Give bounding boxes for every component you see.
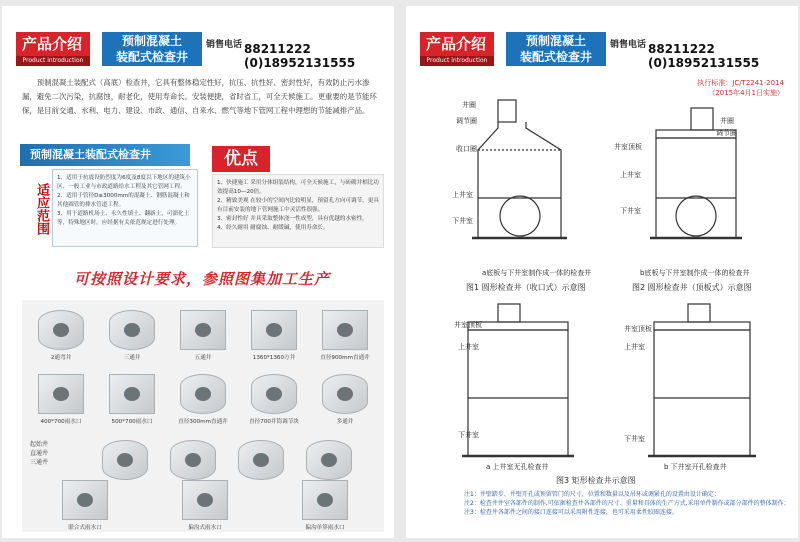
scope-label: 适应范围 bbox=[34, 183, 49, 235]
product-hole bbox=[185, 453, 201, 467]
product-hole bbox=[317, 493, 333, 507]
product-title-line2: 装配式检查井 bbox=[115, 50, 188, 64]
product-caption: 400*700雨水口 bbox=[40, 419, 82, 425]
tel-number: 88211222 (0)18952131555 bbox=[244, 42, 356, 70]
product-tile bbox=[312, 306, 378, 366]
product-image bbox=[102, 440, 148, 480]
header-right bbox=[406, 32, 798, 72]
scope-item: 2、适用于管径D≤3000mm的混凝土、钢筋混凝土和其他圆管的排水管道工程。 bbox=[57, 193, 190, 208]
product-image bbox=[109, 310, 155, 350]
product-hole bbox=[77, 493, 93, 507]
product-tile bbox=[170, 306, 236, 366]
product-hole bbox=[321, 453, 337, 467]
fig3a-label-0: 井室顶板 bbox=[454, 321, 482, 329]
product-tile bbox=[28, 370, 94, 430]
product-tile bbox=[52, 476, 118, 536]
product-image bbox=[38, 310, 84, 350]
product-tile bbox=[292, 476, 358, 536]
advantages-list bbox=[212, 174, 384, 248]
fig3b-caption: b 下井室开孔检查井 bbox=[664, 463, 727, 471]
logo-text: 产品介绍 bbox=[426, 35, 487, 53]
scope-list bbox=[52, 169, 198, 247]
product-image bbox=[180, 374, 226, 414]
product-image bbox=[180, 310, 226, 350]
fig2-label-2: 井室顶板 bbox=[614, 143, 642, 151]
note-item: 注2：检查井井室各部件的制作,可依据检查井各部件的尺寸、重量和具体的生产方式,采用单件制作或部分部件的整体制作； bbox=[464, 500, 790, 507]
product-tile bbox=[172, 476, 238, 536]
product-hole bbox=[53, 323, 69, 337]
product-tile bbox=[241, 306, 307, 366]
left-page bbox=[2, 6, 394, 538]
product-tile bbox=[99, 370, 165, 430]
intro-paragraph: 预制混凝土装配式（高底）检查井，它具有整体稳定性好，抗压、抗性好、密封性好，有效防止污水渗漏，避免二次污染，抗腐蚀，耐老化，使用寿命长。安装便捷，省时省工，可全天候施工。更重要的是节能环保，是目前交通、水利、电力、建设、市政、通信、自来水、燃气等地下管网工程中理想的节能减排产品。 bbox=[22, 78, 377, 115]
product-title-line1: 预制混凝土 bbox=[525, 34, 586, 48]
scope-item: 1、适用于抗震设防烈度为6度及8度以下地区的建筑小区、一般工业与市政道路给水工程及其它管网工程。 bbox=[57, 175, 191, 190]
note-item: 注3：检查井各部件之间的接口连接可以采用附性连接，也可采用柔性胶圈连接。 bbox=[464, 509, 678, 516]
product-image bbox=[62, 480, 108, 520]
fig1-label-0: 井圈 bbox=[462, 101, 476, 109]
product-hole bbox=[117, 453, 133, 467]
standard-date: （2015年4月1日实施） bbox=[708, 89, 784, 97]
product-title bbox=[506, 32, 606, 66]
product-image bbox=[170, 440, 216, 480]
product-image bbox=[322, 310, 368, 350]
product-hole bbox=[337, 323, 353, 337]
fig2-title: 图2 圆形检查井（顶板式）示意图 bbox=[632, 283, 752, 292]
product-image bbox=[251, 310, 297, 350]
note-item: 注1：井壁踏步、井壁开孔或预留管门的尺寸，位置和数量以及吊环或调紧孔的设置由设计确定； bbox=[464, 491, 720, 498]
fig3b-label-0: 井室顶板 bbox=[624, 325, 652, 333]
fig3b-drawing bbox=[648, 304, 756, 456]
header bbox=[2, 32, 394, 72]
fig1-label-1: 调节圈 bbox=[456, 117, 477, 125]
fig1-label-4: 下井室 bbox=[452, 217, 473, 225]
product-hole bbox=[337, 387, 353, 401]
fig1-title: 图1 圆形检查井（收口式）示意图 bbox=[466, 283, 586, 292]
product-caption: 直径700井筒调节块 bbox=[249, 419, 299, 425]
product-caption: 五通井 bbox=[194, 355, 212, 361]
product-title-line1: 预制混凝土 bbox=[121, 34, 182, 48]
product-caption: 多通井 bbox=[336, 419, 354, 425]
product-image bbox=[238, 440, 284, 480]
product-caption: 偏沟式雨水口 bbox=[188, 525, 222, 531]
small-legend: 起始井 直通井 三通井 bbox=[30, 441, 49, 466]
logo bbox=[16, 32, 90, 66]
fig1a-caption: a底板与下井室制作成一体的检查井 bbox=[482, 269, 592, 277]
product-image bbox=[109, 374, 155, 414]
product-tile bbox=[170, 370, 236, 430]
product-image bbox=[182, 480, 228, 520]
product-caption: 1360*1360方井 bbox=[252, 355, 296, 361]
fig3a-label-1: 上井室 bbox=[458, 343, 479, 351]
fig1b-caption: b底板与下井室制作成一体的检查井 bbox=[640, 269, 750, 277]
product-hole bbox=[195, 387, 211, 401]
advantages-title: 优点 bbox=[212, 146, 270, 172]
product-tile bbox=[99, 306, 165, 366]
standard-code: 执行标准：JC/T2241-2014 bbox=[697, 79, 784, 87]
product-image bbox=[306, 440, 352, 480]
product-caption: 偏沟单箅雨水口 bbox=[305, 525, 345, 531]
advantage-item: 3、密封性好 并具采取整体浇一性成型，具有优越的水密性。 bbox=[217, 216, 368, 222]
product-image bbox=[38, 374, 84, 414]
tel-label: 销售电话 bbox=[206, 40, 243, 50]
product-tile bbox=[312, 370, 378, 430]
fig2-label-4: 下井室 bbox=[620, 207, 641, 215]
notes bbox=[464, 490, 794, 517]
fig2-label-3: 上井室 bbox=[620, 171, 641, 179]
scope-item: 3、用于道路机场土、永久性填土、翻新土，可溜化土等，特殊地区时，应经据有关依范规定进行处理。 bbox=[57, 211, 190, 226]
fig2-label-0: 井圈 bbox=[720, 117, 734, 125]
product-image bbox=[251, 374, 297, 414]
logo-text: 产品介绍 bbox=[22, 35, 83, 53]
advantage-item: 4、经久耐用 耐腐蚀、耐缓碱，使用寿命长。 bbox=[217, 225, 329, 231]
logo-sub: Product introduction bbox=[16, 56, 90, 66]
fig3b-label-1: 上井室 bbox=[624, 343, 645, 351]
section-title: 预制混凝土装配式检查井 bbox=[20, 144, 190, 166]
product-image bbox=[302, 480, 348, 520]
product-title bbox=[102, 32, 202, 66]
product-caption: 直径300mm直通井 bbox=[178, 419, 228, 425]
fig1-drawing bbox=[472, 100, 567, 238]
product-hole bbox=[266, 323, 282, 337]
product-caption: 2通弯井 bbox=[50, 355, 72, 361]
advantage-item: 2、精致美观 在较小的空间内比较明显，预留孔方向可调节，更具有目前安装的地下管网施工中灵活性很强。 bbox=[217, 198, 379, 213]
product-gallery bbox=[22, 300, 384, 532]
product-hole bbox=[197, 493, 213, 507]
fig2-label-1: 调节圈 bbox=[716, 129, 737, 137]
product-tile bbox=[241, 370, 307, 430]
logo bbox=[420, 32, 494, 66]
product-caption: 联合式雨水口 bbox=[68, 525, 102, 531]
product-title-line2: 装配式检查井 bbox=[519, 50, 592, 64]
product-hole bbox=[53, 387, 69, 401]
slogan: 可按照设计要求，参照图集加工生产 bbox=[73, 270, 330, 288]
product-hole bbox=[195, 323, 211, 337]
right-page bbox=[406, 6, 798, 538]
product-caption: 直径900mm直通井 bbox=[320, 355, 370, 361]
fig1-label-3: 上井室 bbox=[452, 191, 473, 199]
fig3a-caption: a 上井室无孔检查井 bbox=[486, 463, 549, 471]
advantage-item: 1、快捷施工 采用分体组装结构，可全天候施工，与砖砌井相比功效提高10—20倍。 bbox=[217, 180, 379, 195]
fig3a-label-2: 下井室 bbox=[458, 431, 479, 439]
product-hole bbox=[253, 453, 269, 467]
product-image bbox=[322, 374, 368, 414]
product-hole bbox=[124, 323, 140, 337]
product-hole bbox=[124, 387, 140, 401]
product-caption: 500*700雨水口 bbox=[111, 419, 153, 425]
tel-label: 销售电话 bbox=[610, 40, 647, 50]
tel-number: 88211222 (0)18952131555 bbox=[648, 42, 760, 70]
fig3b-label-2: 下井室 bbox=[624, 435, 645, 443]
product-tile bbox=[28, 306, 94, 366]
fig3-title: 图3 矩形检查井示意图 bbox=[556, 476, 636, 485]
product-caption: 三通井 bbox=[123, 355, 141, 361]
logo-sub: Product introduction bbox=[420, 56, 494, 66]
fig1-label-2: 收口圈 bbox=[456, 145, 477, 153]
product-hole bbox=[266, 387, 282, 401]
